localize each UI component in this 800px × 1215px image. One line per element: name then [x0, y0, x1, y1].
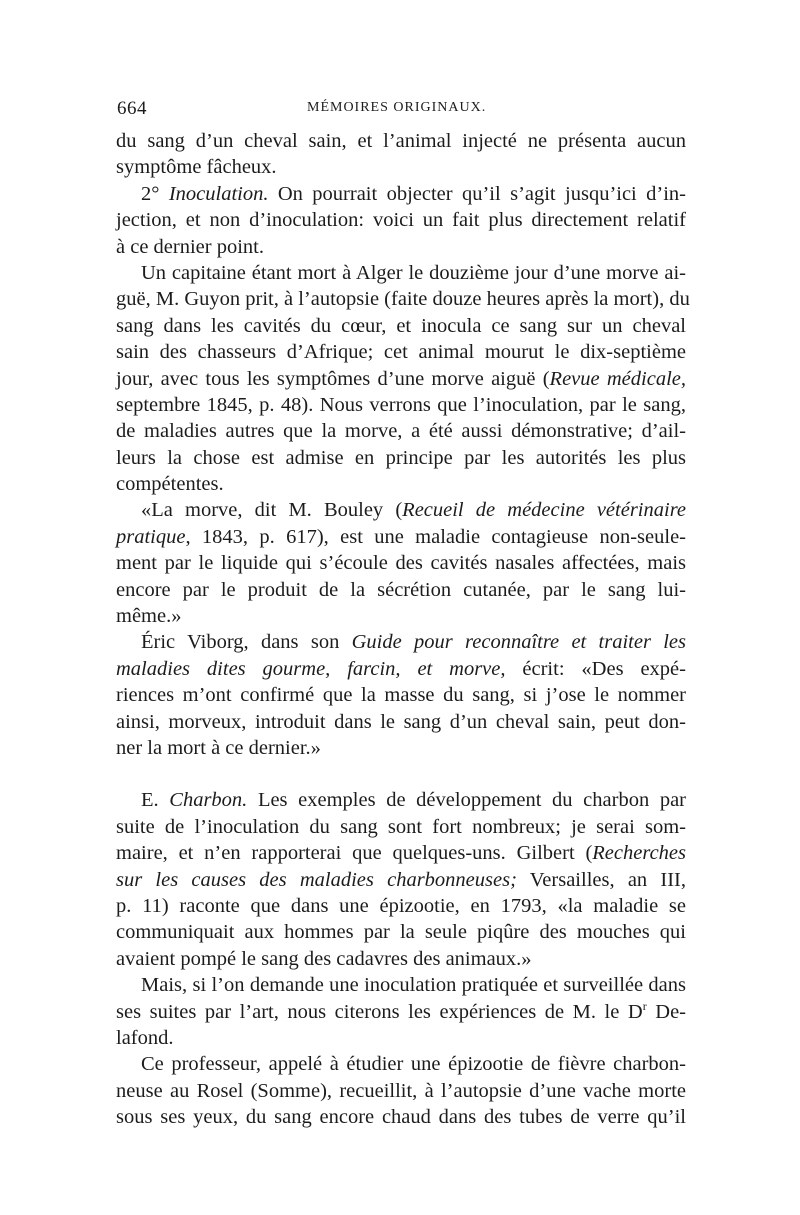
italic-text: Recherches — [592, 842, 686, 865]
text-line — [116, 471, 686, 497]
italic-text: maladies dites gourme, farcin, et morve, — [116, 657, 506, 680]
text-line — [116, 972, 686, 998]
text-run: avaient pompé le sang des cadavres des animaux.» — [116, 947, 532, 970]
text-run: On pourrait objecter qu’il s’agit jusqu’ici d’in- — [268, 182, 686, 205]
text-line — [116, 260, 686, 286]
text-line — [116, 418, 686, 444]
text-line — [116, 154, 686, 180]
text-run: p. 11) raconte que dans une épizootie, en 1793, «la maladie se — [116, 894, 686, 917]
text-line — [116, 946, 686, 972]
text-run: maire, et n’en rapporterai que quelques-uns. Gilbert ( — [116, 842, 593, 865]
text-run: ainsi, morveux, introduit dans le sang d’un cheval sain, peut don- — [116, 710, 686, 733]
text-line — [116, 629, 686, 655]
text-line — [116, 128, 686, 154]
text-run: , 1843, p. 617), est une maladie contagieuse non-seule- — [185, 525, 686, 548]
italic-text: Revue médicale, — [549, 367, 686, 390]
italic-text: Guide pour reconnaître et traiter les — [351, 631, 686, 654]
text-run: «La morve, dit M. Bouley ( — [141, 499, 403, 522]
text-run: ment par le liquide qui s’écoule des cavités nasales affectées, mais — [116, 552, 686, 575]
text-line — [116, 313, 686, 339]
text-line — [116, 867, 686, 893]
text-run: même.» — [116, 605, 182, 628]
text-run: communiquait aux hommes par la seule piqûre des mouches qui — [116, 921, 686, 944]
text-run: Mais, si l’on demande une inoculation pratiquée et surveillée dans — [141, 974, 686, 997]
text-run: écrit: «Des expé- — [505, 657, 686, 680]
text-run: riences m’ont confirmé que la masse du sang, si j’ose le nommer — [116, 684, 686, 707]
text-run: lafond. — [116, 1026, 174, 1049]
text-line — [116, 999, 686, 1025]
text-run: 2° — [141, 182, 169, 205]
page-header — [117, 98, 687, 122]
text-run: à ce dernier point. — [116, 235, 264, 258]
text-run: sous ses yeux, du sang encore chaud dans des tubes de verre qu’il — [116, 1106, 686, 1129]
text-run: jection, et non d’inoculation: voici un fait plus directement relatif — [116, 209, 686, 232]
text-line — [116, 524, 686, 550]
text-line — [116, 1025, 686, 1051]
text-line — [116, 497, 686, 523]
italic-text: Recueil de médecine vétérinaire — [402, 499, 687, 522]
text-run: Les exemples de développement du charbon par — [247, 789, 686, 812]
text-run: leurs la chose est admise en principe par les autorités les plus — [116, 446, 686, 469]
text-run: de maladies autres que la morve, a été aussi démonstrative; d’ail- — [116, 420, 686, 443]
text-line — [116, 814, 686, 840]
italic-text: Inoculation. — [168, 182, 269, 205]
page-number: 664 — [117, 98, 147, 119]
text-run: neuse au Rosel (Somme), recueillit, à l’autopsie d’une vache morte — [116, 1079, 686, 1102]
text-line — [116, 1078, 686, 1104]
text-run: Versailles, an III, — [516, 868, 687, 891]
text-line — [116, 682, 686, 708]
text-run: guë, M. Guyon prit, à l’autopsie (faite douze heures après la mort), du — [116, 288, 690, 311]
text-line — [116, 234, 686, 260]
text-line — [116, 893, 686, 919]
text-line — [116, 392, 686, 418]
body-text — [116, 128, 690, 1130]
text-run: ner la mort à ce dernier.» — [116, 736, 321, 759]
italic-text: sur les causes des maladies charbonneuses; — [116, 868, 517, 891]
paragraph-spacer — [116, 761, 686, 787]
text-run: sain des chasseurs d’Afrique; cet animal mourut le dix-septième — [116, 341, 686, 364]
text-run: du sang d’un cheval sain, et l’animal injecté ne présenta aucun — [116, 130, 686, 152]
text-run: symptôme fâcheux. — [116, 156, 277, 179]
italic-text: Charbon. — [169, 789, 248, 812]
superscript: r — [642, 998, 647, 1013]
italic-text: pratique — [116, 525, 186, 548]
text-line — [116, 1051, 686, 1077]
text-run: E. — [141, 789, 170, 812]
text-line — [116, 787, 686, 813]
text-line — [116, 286, 690, 312]
text-line — [116, 709, 686, 735]
text-line — [116, 840, 686, 866]
text-line — [116, 656, 686, 682]
text-line — [116, 550, 686, 576]
text-run: Un capitaine étant mort à Alger le douzième jour d’une morve ai- — [141, 261, 686, 284]
text-line — [116, 207, 686, 233]
text-line — [116, 577, 686, 603]
text-run: sang dans les cavités du cœur, et inocula ce sang sur un cheval — [116, 314, 686, 337]
text-run: ses suites par l’art, nous citerons les expériences de M. le D — [116, 1000, 643, 1023]
text-line — [116, 339, 686, 365]
text-run: septembre 1845, p. 48). Nous verrons que l’inoculation, par le sang, — [116, 393, 686, 416]
text-run: suite de l’inoculation du sang sont fort nombreux; je serai som- — [116, 815, 686, 838]
text-line — [116, 919, 686, 945]
text-line — [116, 181, 686, 207]
text-line — [116, 445, 686, 471]
text-run: jour, avec tous les symptômes d’une morve aiguë ( — [116, 367, 550, 390]
text-run: encore par le produit de la sécrétion cutanée, par le sang lui- — [116, 578, 686, 601]
text-run: Éric Viborg, dans son — [141, 631, 352, 654]
text-line — [116, 603, 686, 629]
text-run: compétentes. — [116, 473, 224, 496]
text-run: Ce professeur, appelé à étudier une épizootie de fièvre charbon- — [141, 1053, 686, 1076]
running-title: MÉMOIRES ORIGINAUX. — [307, 100, 487, 115]
text-run: De- — [646, 1000, 687, 1023]
text-line — [116, 735, 686, 761]
text-line — [116, 1104, 686, 1130]
text-line — [116, 366, 686, 392]
